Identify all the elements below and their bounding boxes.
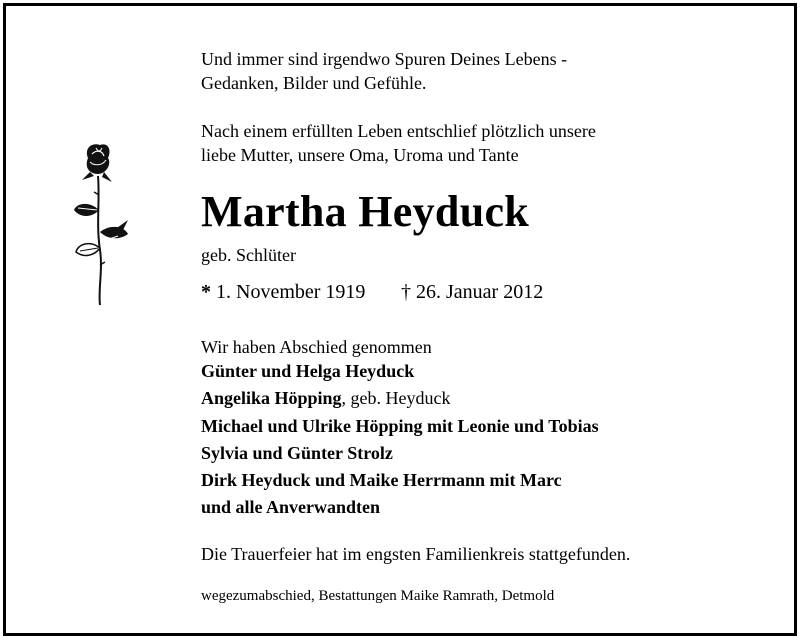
mourner-line-2 (201, 389, 451, 407)
mourners-intro: Wir haben Abschied genommen (201, 337, 432, 357)
maiden-name: geb. Schlüter (201, 245, 296, 265)
death-line (401, 282, 543, 302)
mourner-line-2-name: Angelika Höpping (201, 388, 342, 408)
notice-border (3, 3, 797, 636)
mourner-line-3: Michael und Ulrike Höpping mit Leonie und Tobias (201, 416, 599, 436)
mourner-line-1: Günter und Helga Heyduck (201, 361, 415, 381)
death-symbol: † (401, 281, 411, 303)
intro-line-1: Und immer sind irgendwo Spuren Deines Lebens - (201, 49, 568, 69)
footer-undertaker: wegezumabschied, Bestattungen Maike Ramrath, Detmold (201, 588, 555, 604)
deceased-name: Martha Heyduck (201, 187, 530, 236)
death-date: 26. Januar 2012 (416, 281, 544, 303)
birth-line (201, 282, 365, 302)
mourner-line-2-suffix: , geb. Heyduck (341, 388, 451, 408)
birth-date: 1. November 1919 (216, 281, 366, 303)
mourner-line-5: Dirk Heyduck und Maike Herrmann mit Marc (201, 470, 562, 490)
mourner-line-6: und alle Anverwandten (201, 497, 381, 517)
mourner-line-4: Sylvia und Günter Strolz (201, 443, 393, 463)
intro-line-2: Gedanken, Bilder und Gefühle. (201, 73, 427, 93)
funeral-note: Die Trauerfeier hat im engsten Familienkreis stattgefunden. (201, 544, 631, 564)
announcement-line-1: Nach einem erfüllten Leben entschlief plötzlich unsere (201, 121, 596, 141)
birth-symbol: * (201, 281, 211, 303)
rose-icon (70, 140, 140, 305)
announcement-line-2: liebe Mutter, unsere Oma, Uroma und Tante (201, 145, 519, 165)
